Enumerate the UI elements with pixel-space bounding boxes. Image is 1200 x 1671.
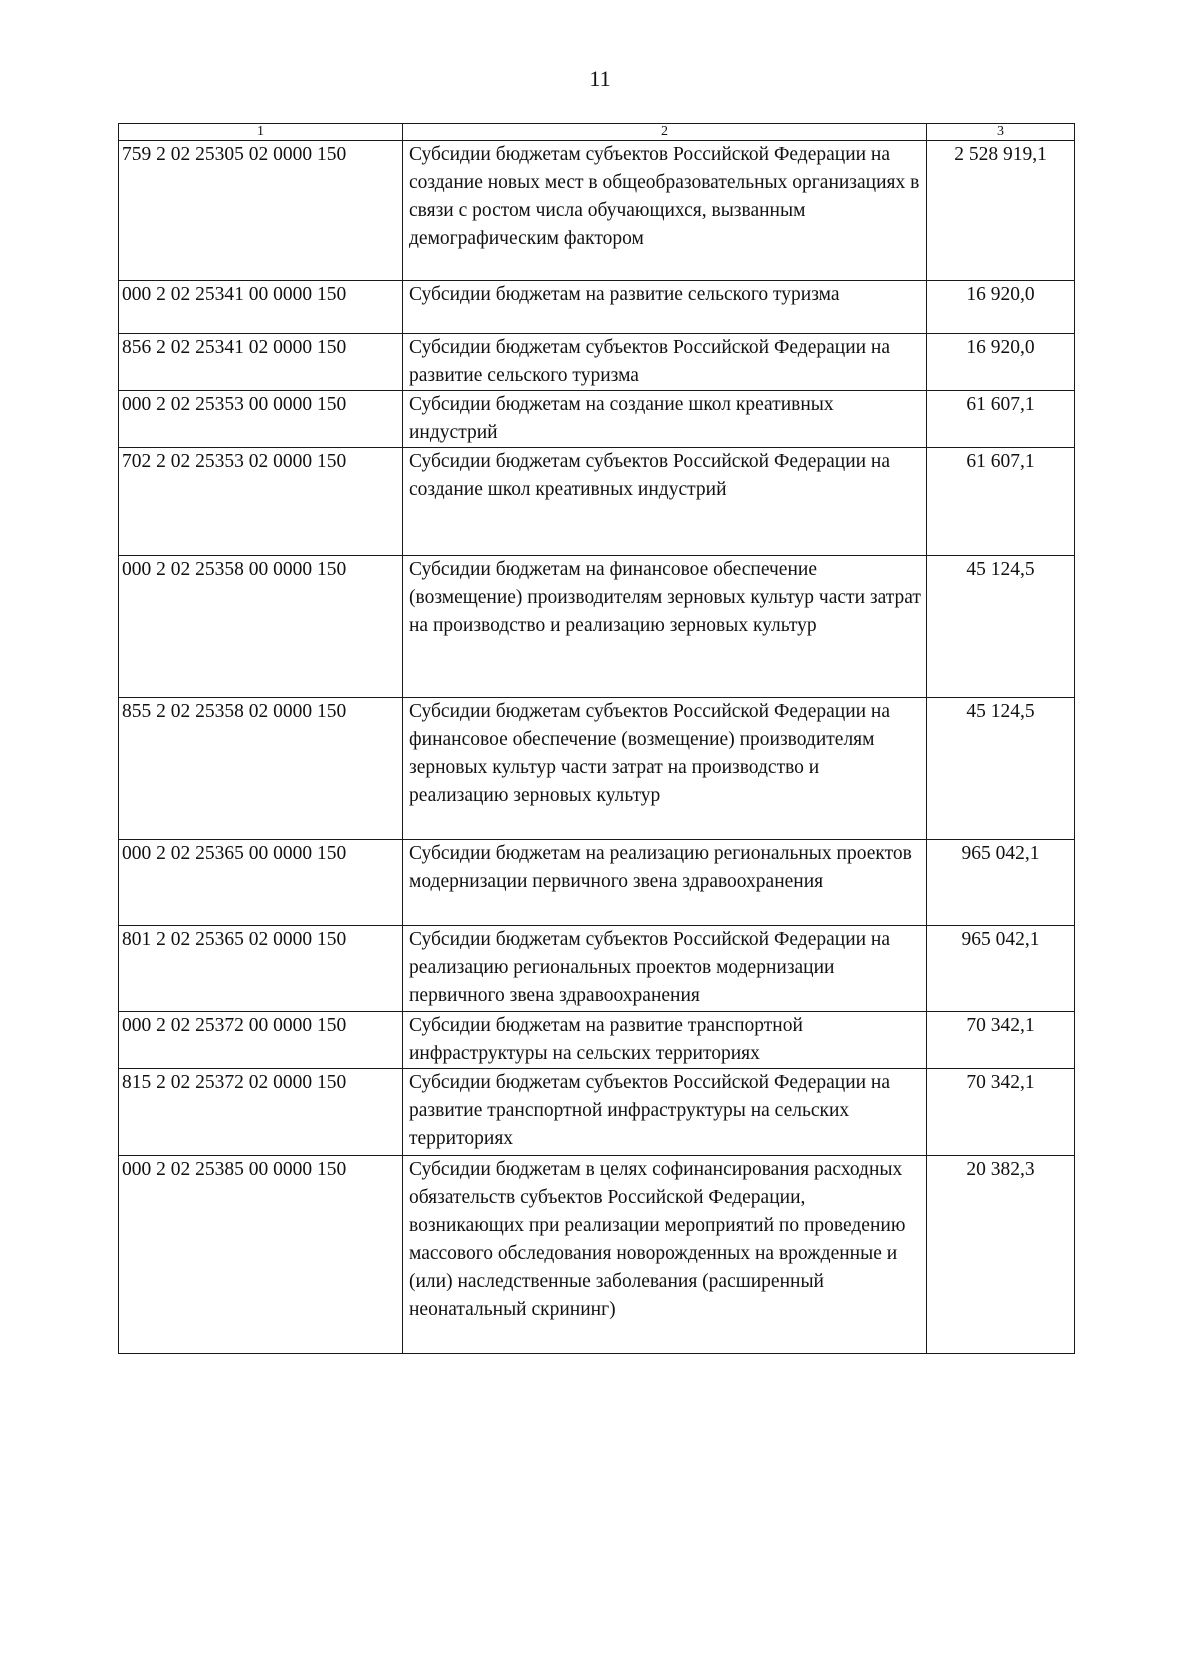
amount-cell: 2 528 919,1	[927, 141, 1075, 281]
budget-code-cell: 000 2 02 25365 00 0000 150	[119, 840, 403, 926]
table-row	[119, 448, 1075, 556]
description-cell: Субсидии бюджетам на развитие сельского туризма	[403, 281, 927, 334]
table-row	[119, 840, 1075, 926]
amount-cell: 45 124,5	[927, 556, 1075, 698]
description-cell: Субсидии бюджетам субъектов Российской Федерации на финансовое обеспечение (возмещение) производителям зерновых культур части затрат на производство и реализацию зерновых культур	[403, 698, 927, 840]
table-row	[119, 281, 1075, 334]
budget-code-cell: 000 2 02 25385 00 0000 150	[119, 1156, 403, 1354]
budget-code-cell: 759 2 02 25305 02 0000 150	[119, 141, 403, 281]
table-row	[119, 1156, 1075, 1354]
amount-cell: 45 124,5	[927, 698, 1075, 840]
budget-code-cell: 000 2 02 25358 00 0000 150	[119, 556, 403, 698]
budget-code-cell: 856 2 02 25341 02 0000 150	[119, 334, 403, 391]
budget-code-cell: 855 2 02 25358 02 0000 150	[119, 698, 403, 840]
amount-cell: 16 920,0	[927, 281, 1075, 334]
table-row	[119, 391, 1075, 448]
budget-table	[118, 123, 1075, 1354]
page-number: 11	[589, 66, 611, 91]
table-row	[119, 334, 1075, 391]
budget-code-cell: 000 2 02 25372 00 0000 150	[119, 1012, 403, 1069]
column-header-description: 2	[403, 124, 927, 141]
table-row	[119, 1069, 1075, 1156]
table-row	[119, 141, 1075, 281]
column-header-amount: 3	[927, 124, 1075, 141]
budget-code-cell: 000 2 02 25353 00 0000 150	[119, 391, 403, 448]
description-cell: Субсидии бюджетам на реализацию региональных проектов модернизации первичного звена здравоохранения	[403, 840, 927, 926]
description-cell: Субсидии бюджетам в целях софинансирования расходных обязательств субъектов Российской Федерации, возникающих при реализации мероприятий по проведению массового обследования новорожденных на врожденные и (или) наследственные заболевания (расширенный неонатальный скрининг)	[403, 1156, 927, 1354]
table-row	[119, 556, 1075, 698]
amount-cell: 16 920,0	[927, 334, 1075, 391]
amount-cell: 61 607,1	[927, 391, 1075, 448]
table-row	[119, 926, 1075, 1012]
description-cell: Субсидии бюджетам на создание школ креативных индустрий	[403, 391, 927, 448]
budget-code-cell: 815 2 02 25372 02 0000 150	[119, 1069, 403, 1156]
description-cell: Субсидии бюджетам субъектов Российской Федерации на создание школ креативных индустрий	[403, 448, 927, 556]
amount-cell: 20 382,3	[927, 1156, 1075, 1354]
description-cell: Субсидии бюджетам субъектов Российской Федерации на развитие транспортной инфраструктуры на сельских территориях	[403, 1069, 927, 1156]
description-cell: Субсидии бюджетам субъектов Российской Федерации на реализацию региональных проектов модернизации первичного звена здравоохранения	[403, 926, 927, 1012]
table-row	[119, 698, 1075, 840]
amount-cell: 61 607,1	[927, 448, 1075, 556]
budget-code-cell: 801 2 02 25365 02 0000 150	[119, 926, 403, 1012]
description-cell: Субсидии бюджетам субъектов Российской Федерации на развитие сельского туризма	[403, 334, 927, 391]
column-header-code: 1	[119, 124, 403, 141]
description-cell: Субсидии бюджетам на финансовое обеспечение (возмещение) производителям зерновых культур части затрат на производство и реализацию зерновых культур	[403, 556, 927, 698]
table-row	[119, 1012, 1075, 1069]
description-cell: Субсидии бюджетам на развитие транспортной инфраструктуры на сельских территориях	[403, 1012, 927, 1069]
amount-cell: 70 342,1	[927, 1069, 1075, 1156]
amount-cell: 965 042,1	[927, 926, 1075, 1012]
amount-cell: 965 042,1	[927, 840, 1075, 926]
budget-code-cell: 000 2 02 25341 00 0000 150	[119, 281, 403, 334]
header-row	[119, 124, 1075, 141]
description-cell: Субсидии бюджетам субъектов Российской Федерации на создание новых мест в общеобразовательных организациях в связи с ростом числа обучающихся, вызванным демографическим фактором	[403, 141, 927, 281]
amount-cell: 70 342,1	[927, 1012, 1075, 1069]
budget-code-cell: 702 2 02 25353 02 0000 150	[119, 448, 403, 556]
